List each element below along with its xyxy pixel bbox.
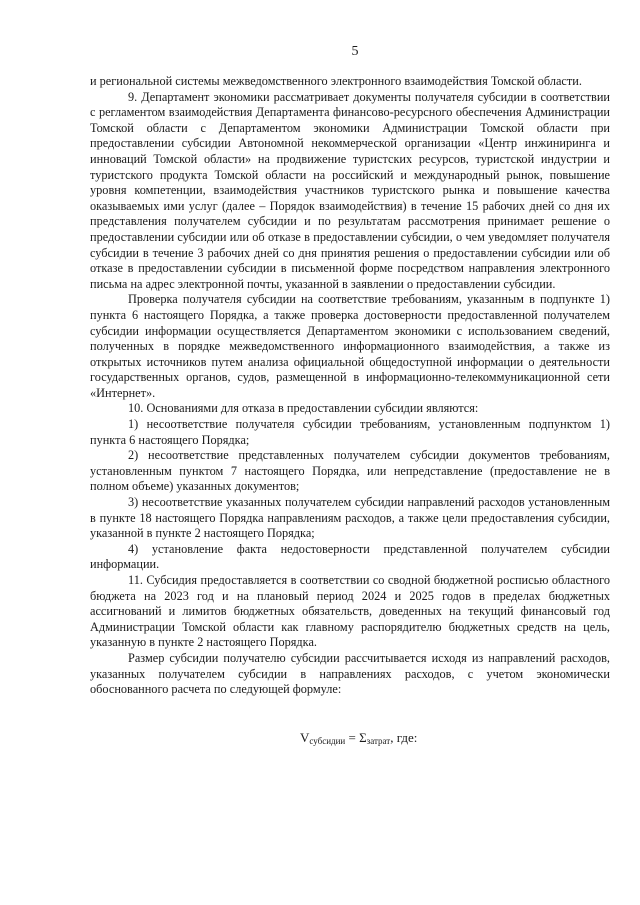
list-item-refusal-1: 1) несоответствие получателя субсидии требованиям, установленным подпунктом 1) пункта 6 настоящего Порядка; xyxy=(90,417,610,447)
formula-equals: = xyxy=(345,729,360,745)
paragraph-clause-10: 10. Основаниями для отказа в предоставлении субсидии являются: xyxy=(128,401,479,416)
formula-suffix: , где: xyxy=(390,729,418,745)
formula-rhs-subscript: затрат xyxy=(366,735,391,746)
paragraph-clause-9: 9. Департамент экономики рассматривает документы получателя субсидии в соответствии с регламентом взаимодействия Департамента финансово-ресурсного обеспечения Администрации Томской области с Департаментом экономики Администрации Томской области при предоставлении субсидии Автономной некоммерческой организации «Центр инжиниринга и инноваций Томской области» на продвижение туристских ресурсов, туристской индустрии и туристского продукта Томской области на российский и международный рынок, повышение уровня компетенции, взаимодействия участников туристского рынка и повышение качества оказываемых ими услуг (далее – Порядок взаимодействия) в течение 15 рабочих дней со дня их представления получателем субсидии и по результатам рассмотрения принимает решение о предоставлении субсидии или об отказе в предоставлении субсидии, о чем уведомляет получателя субсидии в течение 3 рабочих дней со дня принятия решения о предоставлении субсидии или об отказе в предоставлении субсидии в письменной форме посредством направления электронного письма на адрес электронной почты, указанной в заявлении о предоставлении субсидии. xyxy=(90,89,610,291)
list-item-refusal-3: 3) несоответствие указанных получателем субсидии направлений расходов установленным в пункте 18 настоящего Порядка направлениям расходов, а также цели предоставления субсидии, указанной в пункте 2 настоящего Порядка; xyxy=(90,495,610,541)
formula-lhs: V xyxy=(300,729,310,745)
page-number: 5 xyxy=(351,44,359,59)
document-body xyxy=(90,74,610,698)
paragraph-subsidy-size: Размер субсидии получателю субсидии рассчитывается исходя из направлений расходов, указанных получателем субсидии в направлениях расходов, с учетом экономически обоснованного расчета по следующей формуле: xyxy=(90,650,610,697)
paragraph-verification: Проверка получателя субсидии на соответствие требованиям, указанным в подпункте 1) пункта 6 настоящего Порядка, а также проверка достоверности предоставленной получателем субсидии информации осуществляется Департаментом экономики с использованием сведений, полученных в порядке межведомственного информационного взаимодействия, а также из открытых источников путем анализа официальной общедоступной информации о деятельности государственных органов, судов, размещенной в информационно-телекоммуникационной сети «Интернет». xyxy=(90,292,610,400)
subsidy-formula xyxy=(90,730,610,749)
paragraph: и региональной системы межведомственного электронного взаимодействия Томской области. xyxy=(90,74,582,88)
list-item-refusal-2: 2) несоответствие представленных получателем субсидии документов требованиям, установленным пунктом 7 настоящего Порядка, или непредставление (предоставление не в полном объеме) указанных документов; xyxy=(90,448,610,494)
list-item-refusal-4: 4) установление факта недостоверности представленной получателем субсидии информации. xyxy=(90,541,610,572)
formula-sum-symbol: Σ xyxy=(359,729,367,745)
formula-lhs-subscript: субсидии xyxy=(309,735,346,746)
paragraph-clause-11: 11. Субсидия предоставляется в соответствии со сводной бюджетной росписью областного бюджета на 2023 год и на плановый период 2024 и 2025 годов в пределах бюджетных ассигнований и лимитов бюджетных обязательств, доведенных на текущий финансовый год Администрации Томской области как главному распорядителю бюджетных средств на цель, указанную в пункте 2 настоящего Порядка. xyxy=(90,573,610,650)
